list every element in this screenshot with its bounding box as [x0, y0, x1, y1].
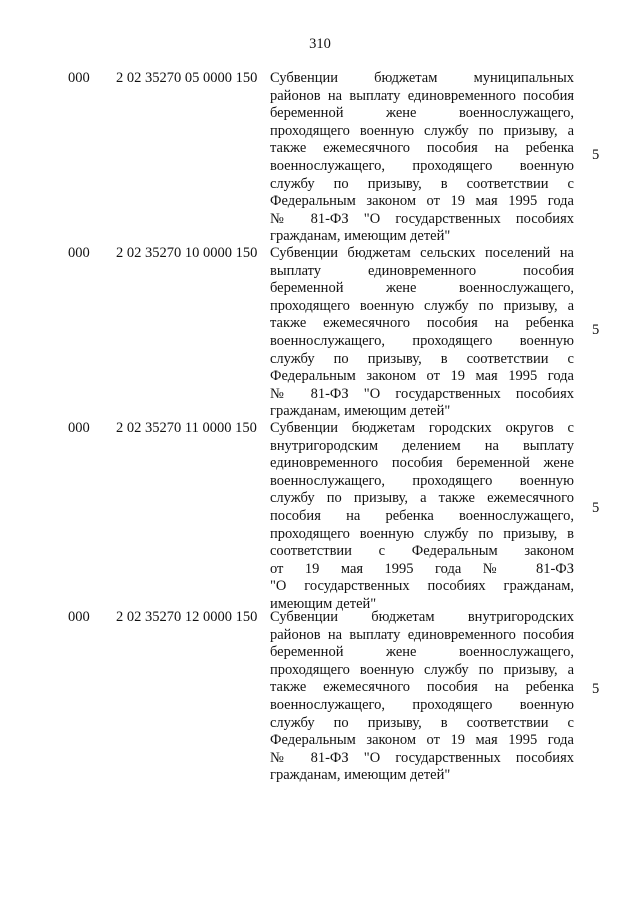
- description-line: гражданам, имеющим детей": [270, 767, 451, 784]
- description-line: Федеральным законом от 19 мая 1995 года: [270, 732, 574, 749]
- description-line: также ежемесячного пособия на ребенка: [270, 315, 574, 332]
- admin-code: 000: [68, 420, 90, 436]
- description-line: службу по призыву, в соответствии с: [270, 175, 574, 192]
- description-line: службу по призыву, а также ежемесячного: [270, 490, 574, 507]
- amount-value: 5: [592, 322, 600, 338]
- description-line: проходящего военную службу по призыву, а: [270, 661, 574, 678]
- description-line: Федеральным законом от 19 мая 1995 года: [270, 368, 574, 385]
- description-line: районов на выплату единовременного пособия: [270, 626, 574, 643]
- description-line: также ежемесячного пособия на ребенка: [270, 679, 574, 696]
- description-line: внутригородским делением на выплату: [270, 437, 574, 454]
- description-line: беременной жене военнослужащего,: [270, 644, 574, 661]
- description-line: беременной жене военнослужащего,: [270, 105, 574, 122]
- description-line: "О государственных пособиях гражданам,: [270, 578, 574, 595]
- revenue-description: [270, 70, 574, 246]
- description-line: беременной жене военнослужащего,: [270, 280, 574, 297]
- description-line: военнослужащего, проходящего военную: [270, 157, 574, 174]
- description-line: соответствии с Федеральным законом: [270, 543, 574, 560]
- budget-classification-code: 2 02 35270 05 0000 150: [116, 70, 258, 86]
- page-number: 310: [309, 36, 331, 52]
- admin-code: 000: [68, 609, 90, 625]
- description-line: проходящего военную службу по призыву, а: [270, 297, 574, 314]
- description-line: № 81-ФЗ "О государственных пособиях: [270, 749, 574, 766]
- amount-value: 5: [592, 681, 600, 697]
- admin-code: 000: [68, 70, 90, 86]
- description-line: выплату единовременного пособия: [270, 262, 574, 279]
- description-line: единовременного пособия беременной жене: [270, 455, 574, 472]
- budget-classification-code: 2 02 35270 11 0000 150: [116, 420, 257, 436]
- description-line: военнослужащего, проходящего военную: [270, 332, 574, 349]
- description-line: военнослужащего, проходящего военную: [270, 696, 574, 713]
- description-line: проходящего военную службу по призыву, в: [270, 525, 574, 542]
- description-line: гражданам, имеющим детей": [270, 228, 451, 245]
- admin-code: 000: [68, 245, 90, 261]
- description-line: Субвенции бюджетам муниципальных: [270, 70, 574, 86]
- description-line: также ежемесячного пособия на ребенка: [270, 140, 574, 157]
- description-line: от 19 мая 1995 года № 81-ФЗ: [270, 560, 574, 577]
- description-line: проходящего военную службу по призыву, а: [270, 122, 574, 139]
- budget-classification-code: 2 02 35270 10 0000 150: [116, 245, 258, 261]
- description-line: военнослужащего, проходящего военную: [270, 472, 574, 489]
- description-line: гражданам, имеющим детей": [270, 403, 451, 420]
- budget-classification-code: 2 02 35270 12 0000 150: [116, 609, 258, 625]
- description-line: районов на выплату единовременного пособия: [270, 87, 574, 104]
- revenue-description: [270, 609, 574, 785]
- description-line: Субвенции бюджетам городских округов с: [270, 420, 574, 436]
- description-line: № 81-ФЗ "О государственных пособиях: [270, 385, 574, 402]
- description-line: имеющим детей": [270, 595, 377, 612]
- amount-value: 5: [592, 500, 600, 516]
- description-line: пособия на ребенка военнослужащего,: [270, 507, 574, 524]
- description-line: службу по призыву, в соответствии с: [270, 350, 574, 367]
- description-line: Субвенции бюджетам сельских поселений на: [270, 245, 574, 261]
- description-line: Субвенции бюджетам внутригородских: [270, 609, 574, 625]
- revenue-description: [270, 420, 574, 614]
- description-line: службу по призыву, в соответствии с: [270, 714, 574, 731]
- revenue-description: [270, 245, 574, 421]
- amount-value: 5: [592, 147, 600, 163]
- description-line: Федеральным законом от 19 мая 1995 года: [270, 193, 574, 210]
- description-line: № 81-ФЗ "О государственных пособиях: [270, 210, 574, 227]
